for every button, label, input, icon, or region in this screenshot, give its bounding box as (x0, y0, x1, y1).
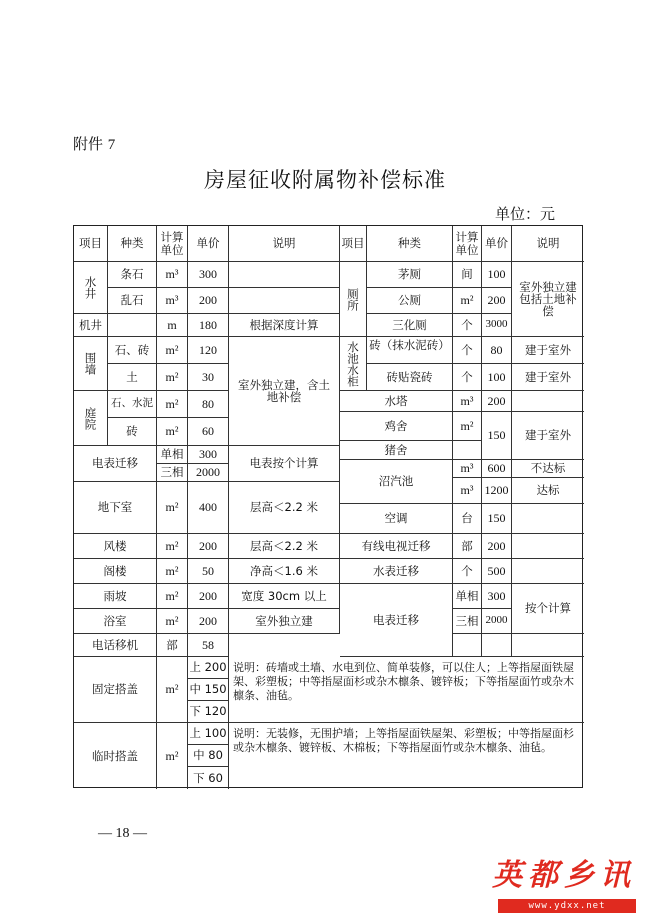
toilet-label: 厕所 (340, 262, 367, 337)
watermark-url: www.ydxx.net (498, 899, 636, 913)
col-header-desc-r: 说明 (512, 226, 584, 262)
unit-m2: m² (157, 364, 188, 391)
basement-label: 地下室 (74, 482, 157, 534)
col-header-type-r: 种类 (367, 226, 453, 262)
price: 180 (188, 314, 229, 337)
biogas: 沼汽池 (340, 460, 453, 504)
unit-m2: m² (157, 657, 188, 723)
price: 1200 (482, 478, 512, 504)
unit-ge: 个 (453, 559, 482, 584)
unit-m2: m² (157, 391, 188, 418)
unit-m2: m² (157, 559, 188, 584)
built-outdoor-note: 建于室外 (512, 364, 584, 391)
bathroom-label: 浴室 (74, 609, 157, 634)
depth-note: 根据深度计算 (229, 314, 340, 337)
unit-bu: 部 (157, 634, 188, 657)
coop: 鸡舍 (340, 412, 453, 441)
unit-m3: m³ (453, 478, 482, 504)
unit-jian: 间 (453, 262, 482, 288)
cell-empty (512, 634, 584, 657)
unit-ge: 个 (453, 337, 482, 364)
water-tower: 水塔 (340, 391, 453, 412)
col-header-calc: 计算单位 (157, 226, 188, 262)
unit-m2: m² (157, 482, 188, 534)
unit-m3: m³ (453, 460, 482, 478)
annex-label: 附件 7 (73, 135, 116, 153)
price: 400 (188, 482, 229, 534)
single-phase: 单相 (157, 446, 188, 464)
air-conditioner: 空调 (340, 504, 453, 534)
width-note: 宽度 30cm 以上 (229, 584, 340, 609)
public-toilet: 公厕 (367, 288, 453, 314)
unit-m3: m³ (157, 288, 188, 314)
unit-m3: m³ (157, 262, 188, 288)
watermark (492, 850, 642, 920)
unit-m: m (157, 314, 188, 337)
price: 200 (188, 534, 229, 559)
water-well-label: 水井 (74, 262, 108, 314)
unit-tai: 台 (453, 504, 482, 534)
price: 500 (482, 559, 512, 584)
septic-toilet: 三化厕 (367, 314, 453, 337)
built-outdoor-note: 建于室外 (512, 412, 584, 460)
price: 100 (482, 262, 512, 288)
outdoor-indep-note: 室外独立建 (229, 609, 340, 634)
thatch-toilet: 茅厕 (367, 262, 453, 288)
type-empty (108, 314, 157, 337)
price: 80 (482, 337, 512, 364)
price: 100 (482, 364, 512, 391)
tile-brick: 砖贴瓷砖 (367, 364, 453, 391)
price: 2000 (482, 609, 512, 634)
unit-m3: m³ (453, 391, 482, 412)
unit-ge: 个 (453, 364, 482, 391)
price: 150 (482, 412, 512, 460)
canopy-label: 雨坡 (74, 584, 157, 609)
col-header-desc: 说明 (229, 226, 340, 262)
price: 200 (482, 288, 512, 314)
desc-empty (512, 391, 584, 412)
price: 150 (482, 504, 512, 534)
phone-move-label: 电话移机 (74, 634, 157, 657)
price: 120 (188, 337, 229, 364)
stone-mud: 石、水泥 (108, 391, 157, 418)
price: 300 (188, 262, 229, 288)
earth: 土 (108, 364, 157, 391)
grade-lower: 下 60 (188, 767, 229, 789)
water-meter-move: 水表迁移 (340, 559, 453, 584)
per-unit-note: 按个计算 (512, 584, 584, 634)
unit-m2: m² (157, 609, 188, 634)
meter-move-label: 电表迁移 (74, 446, 157, 482)
grade-lower: 下 120 (188, 701, 229, 723)
unit-empty (453, 441, 482, 460)
unit-label: 单位：元 (495, 205, 556, 223)
grade-upper: 上 100 (188, 723, 229, 745)
courtyard-label: 庭院 (74, 391, 108, 446)
price: 200 (482, 391, 512, 412)
meter-move-r: 电表迁移 (340, 584, 453, 657)
three-phase: 三相 (157, 464, 188, 482)
grade-middle: 中 150 (188, 679, 229, 701)
desc-empty (512, 559, 584, 584)
outdoor-note: 室外独立建，含土地补偿 (229, 337, 340, 446)
col-header-calc-r: 计算单位 (453, 226, 482, 262)
unit-m2: m² (157, 723, 188, 789)
rubble: 乱石 (108, 288, 157, 314)
unit-m2: m² (157, 584, 188, 609)
cable-tv-move: 有线电视迁移 (340, 534, 453, 559)
temp-shed-label: 临时搭盖 (74, 723, 157, 789)
stone-brick: 石、砖 (108, 337, 157, 364)
not-standard: 不达标 (512, 460, 584, 478)
brick-plaster: 砖（抹水泥砖） (367, 337, 453, 364)
unit-m2: m² (157, 418, 188, 446)
price: 60 (188, 418, 229, 446)
height-note: 层高＜2.2 米 (229, 482, 340, 534)
cell-empty (453, 634, 482, 657)
fixed-shed-desc: 说明：砖墙或土墙、水电到位、简单装修，可以住人；上等指屋面铁屋架、彩塑板；中等指屋面杉或杂木檩条、镀锌板；下等指屋面竹或杂木檩条、油毡。 (229, 657, 584, 723)
desc-empty (229, 262, 340, 288)
price: 2000 (188, 464, 229, 482)
price: 58 (188, 634, 229, 657)
col-header-price-r: 单价 (482, 226, 512, 262)
strip-stone: 条石 (108, 262, 157, 288)
price: 50 (188, 559, 229, 584)
unit-ge: 个 (453, 314, 482, 337)
clear-height-note: 净高＜1.6 米 (229, 559, 340, 584)
price: 300 (188, 446, 229, 464)
unit-m2: m² (453, 412, 482, 441)
grade-middle: 中 80 (188, 745, 229, 767)
grade-upper: 上 200 (188, 657, 229, 679)
unit-m2: m² (157, 337, 188, 364)
desc-empty (229, 288, 340, 314)
tank-label: 水池水柜 (340, 337, 367, 391)
price: 600 (482, 460, 512, 478)
brick: 砖 (108, 418, 157, 446)
col-header-item-r: 项目 (340, 226, 367, 262)
cell-empty (482, 634, 512, 657)
watermark-logo: 英都乡讯 (492, 858, 636, 893)
attic-label: 阁楼 (74, 559, 157, 584)
unit-m2: m² (157, 534, 188, 559)
temp-shed-desc: 说明：无装修，无围护墙；上等指屋面铁屋架、彩塑板；中等指屋面杉或杂木檩条、镀锌板、木棉板；下等指屋面竹或杂木檩条、油毡。 (233, 727, 574, 754)
price: 30 (188, 364, 229, 391)
price: 200 (188, 609, 229, 634)
built-outdoor-note: 建于室外 (512, 337, 584, 364)
col-header-price: 单价 (188, 226, 229, 262)
toilet-note: 室外独立建包括土地补偿 (512, 262, 584, 337)
unit-bu: 部 (453, 534, 482, 559)
pigsty: 猪舍 (340, 441, 453, 460)
page-title: 房屋征收附属物补偿标准 (204, 168, 446, 192)
fixed-shed-label: 固定搭盖 (74, 657, 157, 723)
price: 80 (188, 391, 229, 418)
price: 300 (482, 584, 512, 609)
standard: 达标 (512, 478, 584, 504)
price: 3000 (482, 314, 512, 337)
page-number: — 18 — (98, 826, 147, 841)
three-phase: 三相 (453, 609, 482, 634)
price: 200 (188, 288, 229, 314)
wall-label: 围墙 (74, 337, 108, 391)
meter-note: 电表按个计算 (229, 446, 340, 482)
desc-empty (512, 534, 584, 559)
price: 200 (188, 584, 229, 609)
single-phase: 单相 (453, 584, 482, 609)
compensation-table (73, 225, 583, 788)
col-header-item: 项目 (74, 226, 108, 262)
desc-empty (512, 504, 584, 534)
height-note: 层高＜2.2 米 (229, 534, 340, 559)
wind-tower-label: 风楼 (74, 534, 157, 559)
price: 200 (482, 534, 512, 559)
machine-well-label: 机井 (74, 314, 108, 337)
unit-m2: m² (453, 288, 482, 314)
col-header-type: 种类 (108, 226, 157, 262)
